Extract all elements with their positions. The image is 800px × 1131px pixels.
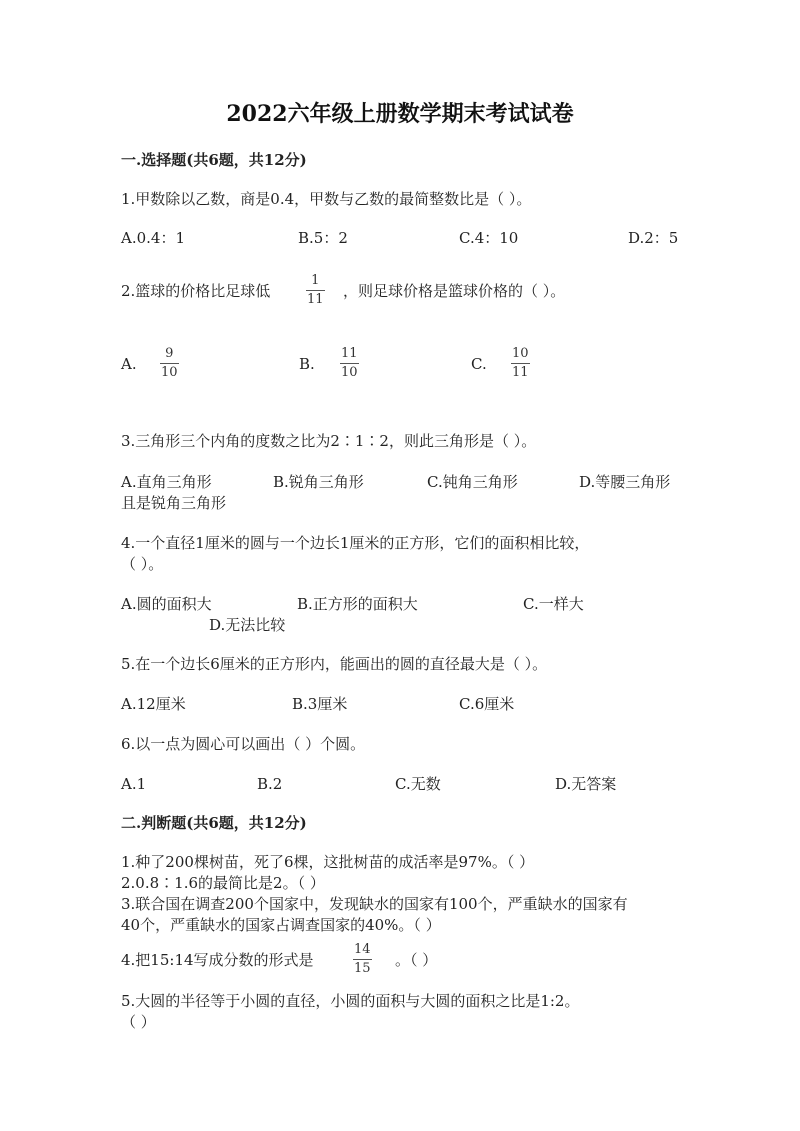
fraction-numerator: 1 xyxy=(311,273,320,288)
fraction-denominator: 11 xyxy=(512,365,529,381)
q6-option-b: B.2 xyxy=(257,775,283,793)
q5-option-a: A.12厘米 xyxy=(121,695,186,713)
fraction-bar xyxy=(306,290,325,291)
question-4-stem-line1: 4.一个直径1厘米的圆与一个边长1厘米的正方形，它们的面积相比较， xyxy=(121,534,590,552)
judge-question-5-line2: （ ） xyxy=(121,1013,156,1031)
q4-option-c: C.一样大 xyxy=(523,595,584,613)
q2-option-b-label: B. xyxy=(299,355,315,373)
fraction-denominator: 11 xyxy=(307,292,324,308)
q4-option-b: B.正方形的面积大 xyxy=(297,595,418,613)
judge-question-5-line1: 5.大圆的半径等于小圆的直径，小圆的面积与大圆的面积之比是1:2。 xyxy=(121,992,580,1010)
q5-option-b: B.3厘米 xyxy=(292,695,348,713)
q2-fraction xyxy=(306,274,325,308)
section-heading-judgment: 二.判断题(共6题，共12分) xyxy=(121,814,307,832)
q6-option-a: A.1 xyxy=(121,775,147,793)
q1-option-c: C.4：10 xyxy=(459,229,519,247)
question-5-stem: 5.在一个边长6厘米的正方形内，能画出的圆的直径最大是（ ）。 xyxy=(121,655,548,673)
fraction-numerator: 10 xyxy=(512,346,529,361)
fraction-bar xyxy=(511,363,530,364)
q2-option-a-label: A. xyxy=(121,355,137,373)
section-heading-choice: 一.选择题(共6题，共12分) xyxy=(121,151,307,169)
q2-option-a-fraction xyxy=(160,347,179,381)
fraction-numerator: 9 xyxy=(165,346,174,361)
q5-option-c: C.6厘米 xyxy=(459,695,515,713)
q2-option-c-fraction xyxy=(511,347,530,381)
page-title: 2022六年级上册数学期末考试试卷 xyxy=(226,101,574,127)
fraction-bar xyxy=(160,363,179,364)
fraction-bar xyxy=(353,959,372,960)
question-1-stem: 1.甲数除以乙数，商是0.4，甲数与乙数的最简整数比是（ ）。 xyxy=(121,190,532,208)
question-6-stem: 6.以一点为圆心可以画出（ ）个圆。 xyxy=(121,735,366,753)
q6-option-d: D.无答案 xyxy=(555,775,617,793)
q1-option-b: B.5：2 xyxy=(298,229,348,247)
judge-question-3-line2: 40个，严重缺水的国家占调查国家的40%。（ ） xyxy=(121,916,441,934)
q2-option-c-label: C. xyxy=(471,355,487,373)
q1-option-d: D.2：5 xyxy=(628,229,679,247)
q3-option-b: B.锐角三角形 xyxy=(273,473,364,491)
judge-question-3-line1: 3.联合国在调查200个国家中，发现缺水的国家有100个，严重缺水的国家有 xyxy=(121,895,628,913)
q1-option-a: A.0.4：1 xyxy=(121,229,185,247)
judge-question-4-before: 4.把15:14写成分数的形式是 xyxy=(121,951,314,969)
q4-option-d: D.无法比较 xyxy=(209,616,286,634)
fraction-denominator: 15 xyxy=(354,961,371,977)
question-2-stem-before: 2.篮球的价格比足球低 xyxy=(121,282,271,300)
question-2-stem-after: ，则足球价格是篮球价格的（ ）。 xyxy=(343,282,566,300)
question-4-stem-line2: （ ）。 xyxy=(121,555,164,573)
fraction-denominator: 10 xyxy=(341,365,358,381)
q6-option-c: C.无数 xyxy=(395,775,441,793)
q4-option-a: A.圆的面积大 xyxy=(121,595,212,613)
judge-question-4-after: 。（ ） xyxy=(395,951,438,969)
fraction-bar xyxy=(340,363,359,364)
q2-option-b-fraction xyxy=(340,347,359,381)
q3-option-a: A.直角三角形 xyxy=(121,473,212,491)
q3-option-d-continued: 且是锐角三角形 xyxy=(121,494,227,512)
judge-q4-fraction xyxy=(353,943,372,977)
fraction-numerator: 11 xyxy=(341,346,358,361)
q3-option-c: C.钝角三角形 xyxy=(427,473,518,491)
judge-question-1: 1.种了200棵树苗，死了6棵，这批树苗的成活率是97%。（ ） xyxy=(121,853,535,871)
fraction-denominator: 10 xyxy=(161,365,178,381)
fraction-numerator: 14 xyxy=(354,942,371,957)
question-3-stem: 3.三角形三个内角的度数之比为2∶1∶2，则此三角形是（ ）。 xyxy=(121,432,537,450)
judge-question-2: 2.0.8∶1.6的最简比是2。（ ） xyxy=(121,874,325,892)
q3-option-d: D.等腰三角形 xyxy=(579,473,671,491)
